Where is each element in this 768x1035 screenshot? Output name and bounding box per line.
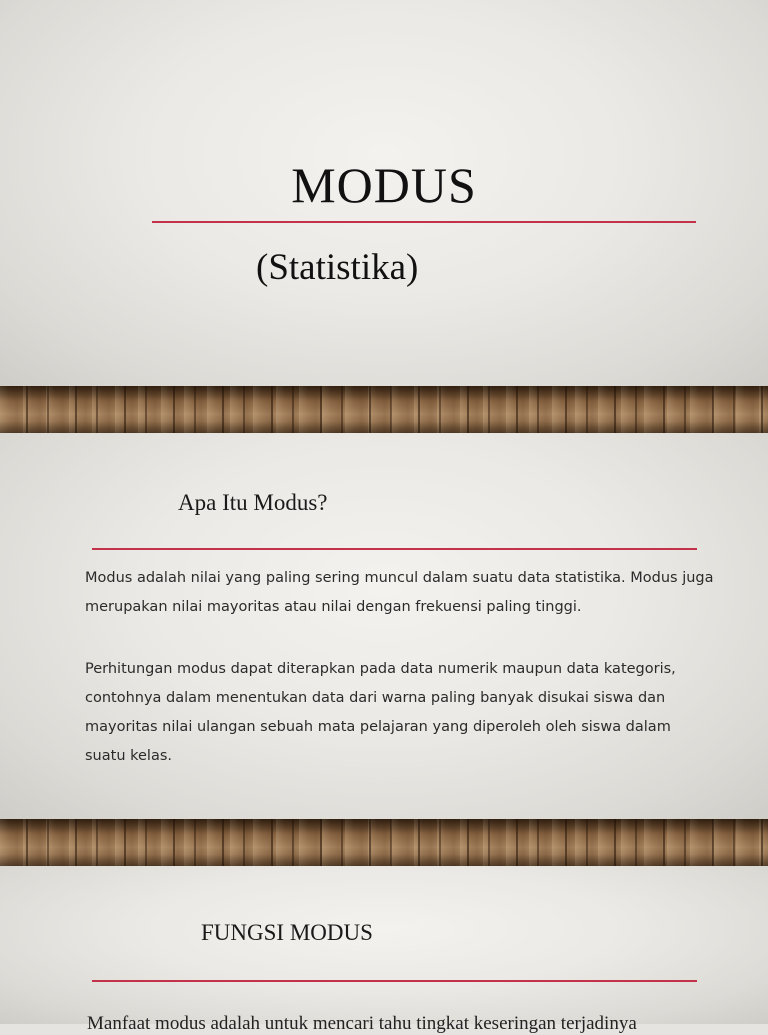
function-heading: FUNGSI MODUS — [201, 920, 373, 945]
definition-paragraph-2: Perhitungan modus dapat diterapkan pada data numerik maupun data kategoris, contohnya dalam menentukan data dari warna paling banyak disukai siswa dan mayoritas nilai ulangan sebuah mata pelajaran yang diperoleh oleh siswa dalam suatu kelas. — [85, 661, 676, 764]
function-partial-text: Manfaat modus adalah untuk mencari tahu tingkat keseringan terjadinya — [87, 1013, 637, 1034]
definition-divider-line — [92, 548, 697, 550]
definition-heading: Apa Itu Modus? — [178, 490, 328, 515]
function-divider-line — [92, 980, 697, 982]
slide-title-heading: MODUS — [291, 157, 477, 213]
wood-floor-divider — [0, 819, 768, 866]
slide-subtitle: (Statistika) — [256, 247, 419, 288]
slide-title — [0, 0, 768, 386]
slide-definition — [0, 433, 768, 819]
title-divider-line — [152, 221, 696, 223]
definition-paragraph-1: Modus adalah nilai yang paling sering muncul dalam suatu data statistika. Modus juga merupakan nilai mayoritas atau nilai dengan frekuensi paling tinggi. — [85, 570, 714, 615]
wood-floor-divider — [0, 386, 768, 433]
slide-function — [0, 866, 768, 1024]
